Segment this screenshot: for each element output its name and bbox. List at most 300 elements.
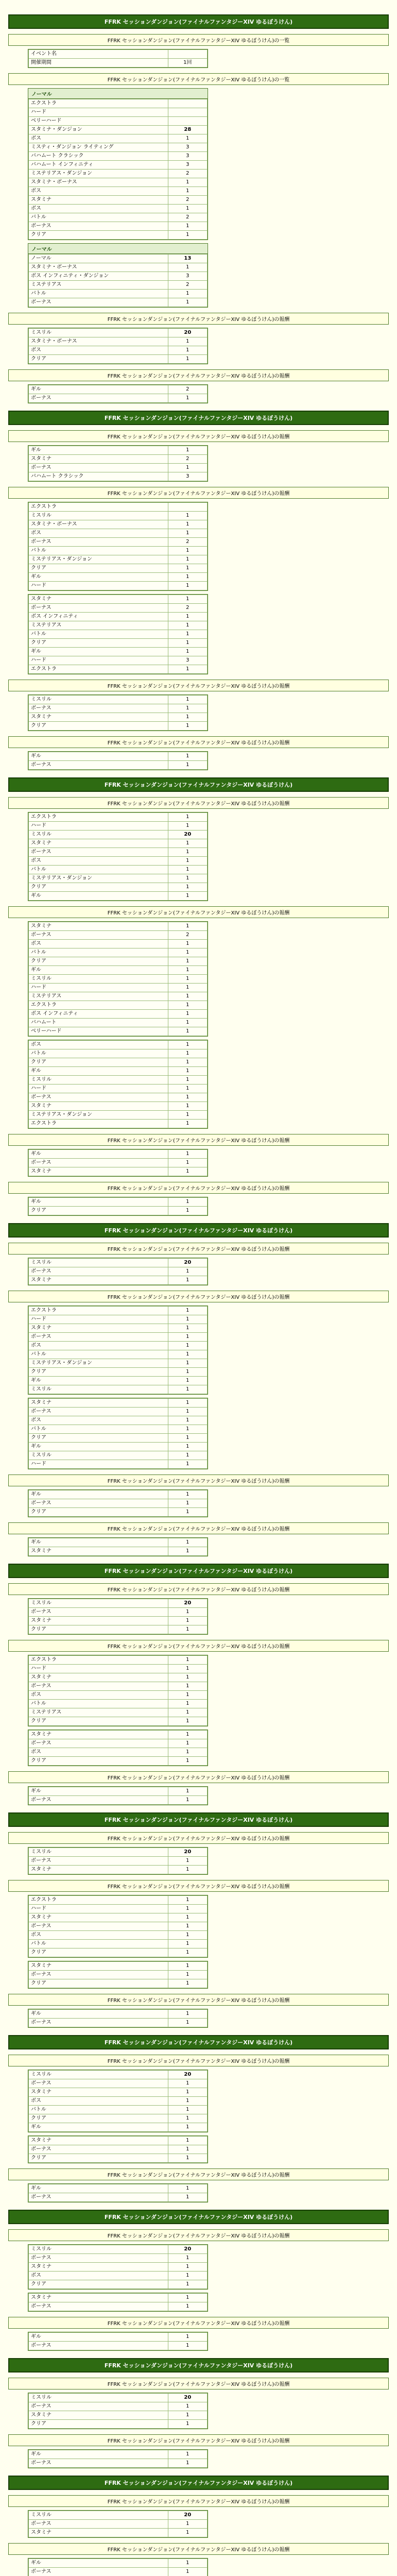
item-count: 1: [168, 1796, 207, 1805]
table-row: [29, 992, 208, 1001]
item-count: [168, 99, 207, 108]
item-name: ハード: [29, 108, 168, 117]
item-name: ボス インフィニティ: [29, 613, 168, 621]
reward-table: [28, 1197, 208, 1215]
item-count: 1: [168, 1608, 207, 1617]
item-name: クリア: [29, 1058, 168, 1067]
table-row: [29, 722, 208, 731]
section-title: FFRK セッションダンジョン(ファイナルファンタジーXIV ゆるぼうけん): [8, 14, 389, 29]
group-heading: FFRK セッションダンジョン(ファイナルファンタジーXIV ゆるぼうけん)の報酬: [8, 2229, 389, 2241]
item-count: 1: [168, 1333, 207, 1342]
item-name: クリア: [29, 2154, 168, 2163]
table-row: [29, 213, 208, 222]
item-count: 1: [168, 1665, 207, 1673]
item-name: スタミナ: [29, 2088, 168, 2097]
item-name: ギル: [29, 573, 168, 582]
item-name: クリア: [29, 1717, 168, 1726]
item-count: 1: [168, 2302, 207, 2311]
item-count: 1: [168, 355, 207, 364]
item-name: ボーナス: [29, 2520, 168, 2529]
table-row: [29, 1599, 208, 1608]
item-name: ボーナス: [29, 1333, 168, 1342]
item-count: 1: [168, 1717, 207, 1726]
item-name: スタミナ: [29, 1731, 168, 1739]
item-name: ミスティ・ダンジョン ライティング: [29, 143, 168, 152]
item-name: ミステリアス・ダンジョン: [29, 874, 168, 883]
item-count: 3: [168, 143, 207, 152]
reward-table: [28, 922, 208, 1036]
section-title: FFRK セッションダンジョン(ファイナルファンタジーXIV ゆるぼうけん): [8, 2358, 389, 2372]
group-heading: FFRK セッションダンジョン(ファイナルファンタジーXIV ゆるぼうけん)の報酬: [8, 1640, 389, 1652]
info-table: [28, 1306, 208, 1395]
item-count: 1: [168, 1905, 207, 1913]
table-row: [29, 298, 208, 307]
table-row: [29, 1700, 208, 1708]
info-table: [28, 1040, 208, 1129]
table-row: [29, 595, 208, 604]
item-name: ミスリル: [29, 1076, 168, 1084]
item-name: ボーナス: [29, 1857, 168, 1866]
item-count: 1: [168, 2520, 207, 2529]
table-row: [29, 385, 208, 394]
table-row: [29, 2302, 208, 2311]
table-row: [29, 446, 208, 455]
item-name: ギル: [29, 648, 168, 656]
item-name: ボーナス: [29, 931, 168, 940]
item-name: クリア: [29, 722, 168, 731]
item-count: 1: [168, 2114, 207, 2123]
item-name: エクストラ: [29, 1896, 168, 1905]
item-name: スタミナ: [29, 1399, 168, 1408]
item-name: クリア: [29, 1948, 168, 1957]
table-row: [29, 1962, 208, 1971]
info-table: [28, 2510, 208, 2538]
table-row: [29, 1857, 208, 1866]
item-count: 1: [168, 2342, 207, 2350]
group-heading: FFRK セッションダンジョン(ファイナルファンタジーXIV ゆるぼうけん)の報酬: [8, 906, 389, 918]
table-row: [29, 1708, 208, 1717]
table-row: [29, 866, 208, 874]
table-row: [29, 205, 208, 213]
item-count: 1: [168, 290, 207, 298]
reward-table: [28, 812, 208, 901]
item-count: 1: [168, 992, 207, 1001]
item-count: 1: [168, 1857, 207, 1866]
item-name: ギル: [29, 1150, 168, 1159]
reward-table: [28, 2332, 208, 2350]
item-count: 1: [168, 1490, 207, 1499]
item-name: ボーナス: [29, 604, 168, 613]
table-row: [29, 1111, 208, 1120]
item-count: 1: [168, 1922, 207, 1931]
item-count: 1: [168, 1617, 207, 1625]
table-row: [29, 555, 208, 564]
item-name: スタミナ: [29, 1866, 168, 1874]
info-table: [28, 1537, 208, 1556]
reward-table: [28, 2136, 208, 2163]
table-row: [29, 503, 208, 512]
info-table: [28, 1786, 208, 1805]
table-row: [29, 857, 208, 866]
reward-table: [28, 1149, 208, 1176]
item-name: ボーナス: [29, 1922, 168, 1931]
item-name: ギル: [29, 2184, 168, 2193]
item-name: クリア: [29, 1979, 168, 1988]
item-name: ミスリル: [29, 1451, 168, 1460]
item-count: 1: [168, 2193, 207, 2202]
table-title: ノーマル: [28, 89, 208, 99]
table-row: [29, 538, 208, 547]
table-row: [29, 126, 208, 134]
item-count: 1: [168, 752, 207, 761]
table-row: [29, 2420, 208, 2429]
info-table: [28, 2393, 208, 2429]
info-table: [28, 2293, 208, 2312]
table-row: [29, 813, 208, 822]
item-name: バトル: [29, 1940, 168, 1948]
item-count: [168, 503, 207, 512]
item-name: エクストラ: [29, 665, 168, 674]
item-name: ボーナス: [29, 1796, 168, 1805]
info-table: [28, 502, 208, 591]
info-table: [28, 328, 208, 364]
item-count: 1: [168, 1019, 207, 1027]
reward-table: [28, 1655, 208, 1726]
item-count: 1: [168, 564, 207, 573]
item-name: ボス: [29, 1041, 168, 1049]
item-name: ボス: [29, 529, 168, 538]
group-heading: FFRK セッションダンジョン(ファイナルファンタジーXIV ゆるぼうけん)の報酬: [8, 2495, 389, 2507]
item-count: 1: [168, 1058, 207, 1067]
group-heading: FFRK セッションダンジョン(ファイナルファンタジーXIV ゆるぼうけん)の報酬: [8, 1880, 389, 1892]
item-count: 1: [168, 1076, 207, 1084]
table-row: [29, 1757, 208, 1766]
table-row: [29, 1665, 208, 1673]
item-name: スタミナ・ボーナス: [29, 337, 168, 346]
item-count: 1: [168, 231, 207, 240]
table-row: [29, 1922, 208, 1931]
item-count: 1: [168, 1093, 207, 1102]
item-count: 20: [168, 1848, 207, 1857]
table-row: [29, 1717, 208, 1726]
table-row: [29, 948, 208, 957]
item-count: 1: [168, 2137, 207, 2145]
item-count: 1: [168, 1425, 207, 1434]
item-name: ミステリアス・ダンジョン: [29, 170, 168, 178]
table-row: [29, 752, 208, 761]
table-row: [29, 966, 208, 975]
item-name: ミスリル: [29, 1848, 168, 1857]
table-row: [29, 2114, 208, 2123]
info-table: [28, 1895, 208, 1958]
item-count: 1: [168, 222, 207, 231]
section: [8, 1223, 389, 1556]
item-count: 3: [168, 152, 207, 161]
table-row: [29, 2106, 208, 2114]
table-row: [29, 117, 208, 126]
table-row: [29, 59, 208, 67]
item-count: 1: [168, 1731, 207, 1739]
item-count: 1: [168, 984, 207, 992]
item-name: バトル: [29, 1350, 168, 1359]
table-row: [29, 1443, 208, 1451]
item-name: スタミナ: [29, 455, 168, 464]
item-count: 1: [168, 595, 207, 604]
reward-table: [28, 2245, 208, 2289]
item-name: バトル: [29, 1049, 168, 1058]
table-row: [29, 161, 208, 170]
item-name: ミスリル: [29, 696, 168, 704]
table-row: [29, 2529, 208, 2537]
table-row: [29, 2079, 208, 2088]
group-heading: FFRK セッションダンジョン(ファイナルファンタジーXIV ゆるぼうけん)の報酬: [8, 1475, 389, 1486]
item-name: ハード: [29, 582, 168, 590]
item-name: イベント名: [29, 50, 168, 59]
table-row: [29, 547, 208, 555]
reward-table: [28, 99, 208, 240]
section: [8, 2210, 389, 2351]
item-count: 1: [168, 1198, 207, 1207]
item-count: 1: [168, 2529, 207, 2537]
table-row: [29, 1333, 208, 1342]
item-count: 1: [168, 2088, 207, 2097]
item-name: エクストラ: [29, 1307, 168, 1315]
section-title: FFRK セッションダンジョン(ファイナルファンタジーXIV ゆるぼうけん): [8, 1812, 389, 1827]
item-name: クリア: [29, 2420, 168, 2429]
item-name: ボーナス: [29, 1608, 168, 1617]
item-count: 1: [168, 621, 207, 630]
item-count: 1: [168, 975, 207, 984]
table-row: [29, 1167, 208, 1176]
item-count: 1: [168, 1948, 207, 1957]
item-name: ボス: [29, 857, 168, 866]
item-count: 1: [168, 1159, 207, 1167]
item-name: ミステリアス: [29, 281, 168, 290]
item-count: 2: [168, 931, 207, 940]
item-name: クリア: [29, 883, 168, 892]
info-table: [28, 751, 208, 770]
info-table: [28, 2009, 208, 2028]
section: [8, 2035, 389, 2202]
item-name: ボーナス: [29, 1267, 168, 1276]
item-count: 1: [168, 696, 207, 704]
item-name: ハード: [29, 822, 168, 831]
info-table: [28, 2183, 208, 2202]
item-count: 2: [168, 604, 207, 613]
item-count: 1: [168, 1324, 207, 1333]
group-heading: FFRK セッションダンジョン(ファイナルファンタジーXIV ゆるぼうけん)の報酬: [8, 313, 389, 325]
item-name: ギル: [29, 1377, 168, 1385]
item-name: スタミナ: [29, 2263, 168, 2272]
item-count: 13: [168, 255, 207, 263]
reward-table: [28, 2009, 208, 2027]
table-row: [29, 2459, 208, 2468]
item-count: 1: [168, 2450, 207, 2459]
item-name: ハード: [29, 1460, 168, 1469]
item-name: バトル: [29, 1700, 168, 1708]
item-count: 1: [168, 948, 207, 957]
table-row: [29, 170, 208, 178]
table-row: [29, 2137, 208, 2145]
group-heading: FFRK セッションダンジョン(ファイナルファンタジーXIV ゆるぼうけん)の報酬: [8, 1134, 389, 1146]
item-count: 20: [168, 1599, 207, 1608]
table-row: [29, 1001, 208, 1010]
item-count: 1: [168, 555, 207, 564]
item-count: 1: [168, 1267, 207, 1276]
item-count: 1: [168, 966, 207, 975]
item-count: 1: [168, 2154, 207, 2163]
item-count: 1: [168, 1460, 207, 1469]
item-name: ミステリアス: [29, 621, 168, 630]
table-row: [29, 1866, 208, 1874]
item-name: バトル: [29, 2106, 168, 2114]
section-title: FFRK セッションダンジョン(ファイナルファンタジーXIV ゆるぼうけん): [8, 777, 389, 792]
item-count: 1: [168, 2123, 207, 2132]
table-row: [29, 2254, 208, 2263]
item-count: 1: [168, 1207, 207, 1215]
reward-table: [28, 328, 208, 364]
item-name: クリア: [29, 957, 168, 966]
item-name: ミスリル: [29, 512, 168, 520]
item-count: 1: [168, 1150, 207, 1159]
item-name: ギル: [29, 446, 168, 455]
item-name: スタミナ・ボーナス: [29, 178, 168, 187]
item-name: スタミナ: [29, 1617, 168, 1625]
table-row: [29, 1896, 208, 1905]
item-count: 1: [168, 648, 207, 656]
info-table: [28, 2070, 208, 2132]
table-row: [29, 1267, 208, 1276]
item-name: ミステリアス: [29, 992, 168, 1001]
item-count: 1: [168, 761, 207, 770]
item-count: 1: [168, 1408, 207, 1416]
item-count: 1: [168, 1931, 207, 1940]
table-row: [29, 2411, 208, 2420]
table-row: [29, 883, 208, 892]
item-name: スタミナ: [29, 1102, 168, 1111]
table-row: [29, 613, 208, 621]
table-row: [29, 346, 208, 355]
item-count: 20: [168, 329, 207, 337]
item-count: 1: [168, 713, 207, 722]
item-count: 1: [168, 1748, 207, 1757]
table-row: [29, 848, 208, 857]
group-heading: FFRK セッションダンジョン(ファイナルファンタジーXIV ゆるぼうけん)の報酬: [8, 2543, 389, 2555]
reward-table: [28, 1848, 208, 1874]
table-row: [29, 455, 208, 464]
item-name: ギル: [29, 2559, 168, 2568]
item-count: 2: [168, 455, 207, 464]
info-table: [28, 2449, 208, 2468]
item-name: ボーナス: [29, 1499, 168, 1508]
item-name: クリア: [29, 2114, 168, 2123]
table-row: [29, 713, 208, 722]
item-count: 1: [168, 2145, 207, 2154]
item-count: 1: [168, 1416, 207, 1425]
item-name: ギル: [29, 2333, 168, 2342]
item-count: 1: [168, 529, 207, 538]
item-count: 1: [168, 394, 207, 403]
item-name: ハード: [29, 656, 168, 665]
item-count: 1: [168, 848, 207, 857]
item-name: ギル: [29, 2123, 168, 2132]
table-row: [29, 255, 208, 263]
table-row: [29, 108, 208, 117]
item-count: 1: [168, 1001, 207, 1010]
table-row: [29, 984, 208, 992]
table-row: [29, 1350, 208, 1359]
reward-table: [28, 1306, 208, 1394]
table-row: [29, 1625, 208, 1634]
item-count: 1: [168, 665, 207, 674]
item-count: 1: [168, 1102, 207, 1111]
item-name: バトル: [29, 630, 168, 639]
table-row: [29, 1276, 208, 1285]
item-name: ボーナス: [29, 2193, 168, 2202]
item-name: ギル: [29, 1538, 168, 1547]
item-count: 1: [168, 1913, 207, 1922]
reward-table: [28, 1599, 208, 1634]
table-row: [29, 1259, 208, 1267]
table-row: [29, 1359, 208, 1368]
table-row: [29, 1159, 208, 1167]
table-row: [29, 1102, 208, 1111]
table-row: [29, 1940, 208, 1948]
table-row: [29, 1307, 208, 1315]
item-count: 1: [168, 205, 207, 213]
item-name: ギル: [29, 1490, 168, 1499]
item-count: 1: [168, 547, 207, 555]
group-heading: FFRK セッションダンジョン(ファイナルファンタジーXIV ゆるぼうけん)の報酬: [8, 1583, 389, 1595]
group-heading: FFRK セッションダンジョン(ファイナルファンタジーXIV ゆるぼうけん)の報酬: [8, 1243, 389, 1255]
group-heading: FFRK セッションダンジョン(ファイナルファンタジーXIV ゆるぼうけん)の報酬: [8, 2434, 389, 2446]
table-row: [29, 761, 208, 770]
item-count: 1: [168, 1010, 207, 1019]
table-row: [29, 892, 208, 901]
item-name: バトル: [29, 866, 168, 874]
item-name: バトル: [29, 213, 168, 222]
table-row: [29, 1787, 208, 1796]
item-count: 1: [168, 1111, 207, 1120]
table-row: [29, 2294, 208, 2302]
group-heading: FFRK セッションダンジョン(ファイナルファンタジーXIV ゆるぼうけん)の報酬: [8, 1994, 389, 2006]
reward-table: [28, 1961, 208, 1988]
item-name: ボーナス: [29, 394, 168, 403]
info-table: [28, 49, 208, 68]
item-count: 1: [168, 2019, 207, 2027]
table-row: [29, 1058, 208, 1067]
info-table: [28, 1655, 208, 1726]
item-name: エクストラ: [29, 503, 168, 512]
table-row: [29, 1207, 208, 1215]
item-count: 1: [168, 1385, 207, 1394]
group-heading: FFRK セッションダンジョン(ファイナルファンタジーXIV ゆるぼうけん)の報酬: [8, 797, 389, 809]
table-row: [29, 272, 208, 281]
table-row: [29, 1490, 208, 1499]
item-name: ボーナス: [29, 2079, 168, 2088]
item-count: 1: [168, 2280, 207, 2289]
table-row: [29, 1979, 208, 1988]
item-name: ボーナス: [29, 1408, 168, 1416]
item-name: スタミナ: [29, 2294, 168, 2302]
table-row: [29, 263, 208, 272]
table-row: [29, 337, 208, 346]
section-title: FFRK セッションダンジョン(ファイナルファンタジーXIV ゆるぼうけん): [8, 2476, 389, 2490]
info-table: [28, 88, 208, 240]
item-count: 1: [168, 1049, 207, 1058]
item-name: ボーナス: [29, 2459, 168, 2468]
section-title: FFRK セッションダンジョン(ファイナルファンタジーXIV ゆるぼうけん): [8, 2210, 389, 2224]
